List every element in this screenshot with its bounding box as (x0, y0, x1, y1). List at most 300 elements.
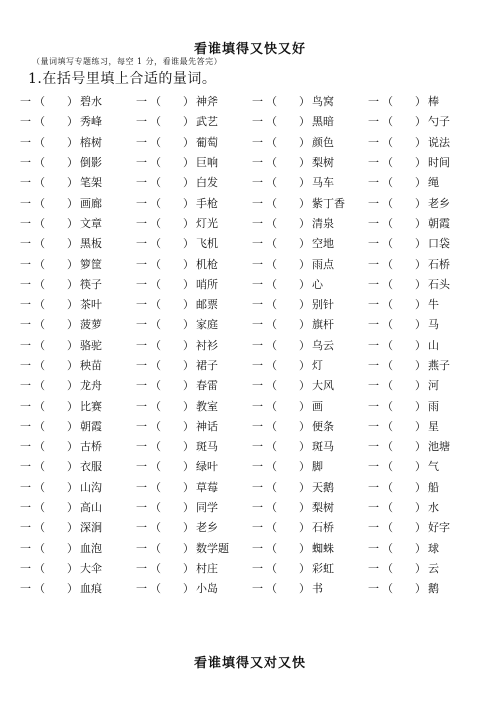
answer-blank[interactable]: （ ） (34, 95, 78, 109)
next-section-title: 看谁填得又对又快 (193, 656, 306, 671)
exercise-item (136, 416, 252, 436)
item-noun: 箩筐 (80, 257, 102, 271)
item-noun: 棒 (428, 95, 439, 109)
item-noun: 口袋 (428, 237, 450, 251)
exercise-item (20, 558, 136, 578)
exercise-item (20, 335, 136, 355)
exercise-grid (20, 91, 470, 598)
answer-blank[interactable]: （ ） (266, 460, 310, 474)
item-noun: 斑马 (196, 440, 218, 454)
item-noun: 清泉 (312, 216, 334, 230)
answer-blank[interactable]: （ ） (34, 318, 78, 332)
answer-blank[interactable]: （ ） (150, 561, 194, 575)
answer-blank[interactable]: （ ） (382, 196, 426, 210)
item-prefix: 一 (368, 521, 379, 535)
item-prefix: 一 (20, 521, 31, 535)
item-noun: 哨所 (196, 277, 218, 291)
answer-blank[interactable]: （ ） (150, 521, 194, 535)
item-prefix: 一 (20, 561, 31, 575)
answer-blank[interactable]: （ ） (150, 582, 194, 596)
item-noun: 脚 (312, 460, 323, 474)
answer-blank[interactable]: （ ） (382, 318, 426, 332)
answer-blank[interactable]: （ ） (34, 156, 78, 170)
answer-blank[interactable]: （ ） (34, 277, 78, 291)
answer-blank[interactable]: （ ） (34, 501, 78, 515)
exercise-item (252, 497, 368, 517)
answer-blank[interactable]: （ ） (382, 257, 426, 271)
item-noun: 颜色 (312, 135, 334, 149)
item-prefix: 一 (20, 460, 31, 474)
answer-blank[interactable]: （ ） (34, 196, 78, 210)
answer-blank[interactable]: （ ） (266, 156, 310, 170)
answer-blank[interactable]: （ ） (266, 338, 310, 352)
item-noun: 碧水 (80, 95, 102, 109)
item-noun: 龙舟 (80, 379, 102, 393)
answer-blank[interactable]: （ ） (266, 216, 310, 230)
answer-blank[interactable]: （ ） (382, 216, 426, 230)
item-noun: 梨树 (312, 501, 334, 515)
exercise-item (252, 91, 368, 111)
item-prefix: 一 (136, 541, 147, 555)
answer-blank[interactable]: （ ） (34, 582, 78, 596)
item-prefix: 一 (252, 561, 263, 575)
answer-blank[interactable]: （ ） (266, 135, 310, 149)
item-noun: 茶叶 (80, 298, 102, 312)
item-noun: 绿叶 (196, 460, 218, 474)
answer-blank[interactable]: （ ） (34, 399, 78, 413)
answer-blank[interactable]: （ ） (382, 541, 426, 555)
item-prefix: 一 (252, 216, 263, 230)
item-noun: 星 (428, 419, 439, 433)
answer-blank[interactable]: （ ） (382, 399, 426, 413)
instruction: 1.在括号里填上合适的量词。 (28, 71, 217, 87)
item-noun: 山 (428, 338, 439, 352)
exercise-item (368, 578, 470, 598)
answer-blank[interactable]: （ ） (150, 541, 194, 555)
item-prefix: 一 (252, 318, 263, 332)
exercise-item (368, 375, 470, 395)
exercise-item (368, 274, 470, 294)
answer-blank[interactable]: （ ） (266, 277, 310, 291)
item-noun: 衬衫 (196, 338, 218, 352)
answer-blank[interactable]: （ ） (382, 237, 426, 251)
answer-blank[interactable]: （ ） (382, 298, 426, 312)
item-noun: 鹅 (428, 582, 439, 596)
answer-blank[interactable]: （ ） (266, 501, 310, 515)
exercise-item (20, 274, 136, 294)
answer-blank[interactable]: （ ） (34, 338, 78, 352)
item-noun: 好字 (428, 521, 450, 535)
exercise-item (368, 213, 470, 233)
item-prefix: 一 (368, 318, 379, 332)
answer-blank[interactable]: （ ） (266, 379, 310, 393)
item-prefix: 一 (136, 257, 147, 271)
answer-blank[interactable]: （ ） (34, 460, 78, 474)
answer-blank[interactable]: （ ） (150, 257, 194, 271)
exercise-item (20, 314, 136, 334)
item-prefix: 一 (20, 115, 31, 129)
answer-blank[interactable]: （ ） (34, 135, 78, 149)
item-prefix: 一 (252, 501, 263, 515)
exercise-item (368, 517, 470, 537)
exercise-item (20, 294, 136, 314)
exercise-item (20, 416, 136, 436)
item-prefix: 一 (136, 216, 147, 230)
answer-blank[interactable]: （ ） (382, 521, 426, 535)
item-prefix: 一 (252, 521, 263, 535)
exercise-item (136, 111, 252, 131)
answer-blank[interactable]: （ ） (150, 440, 194, 454)
exercise-item (252, 132, 368, 152)
item-prefix: 一 (20, 95, 31, 109)
item-prefix: 一 (252, 338, 263, 352)
item-noun: 秀峰 (80, 115, 102, 129)
item-prefix: 一 (252, 399, 263, 413)
item-noun: 秧苗 (80, 359, 102, 372)
exercise-item (136, 517, 252, 537)
answer-blank[interactable]: （ ） (34, 216, 78, 230)
exercise-item (20, 538, 136, 558)
item-prefix: 一 (20, 419, 31, 433)
answer-blank[interactable]: （ ） (150, 156, 194, 170)
answer-blank[interactable]: （ ） (382, 338, 426, 352)
exercise-item (20, 395, 136, 415)
answer-blank[interactable]: （ ） (266, 318, 310, 332)
exercise-item (368, 355, 470, 375)
item-noun: 梨树 (312, 156, 334, 170)
answer-blank[interactable]: （ ） (382, 379, 426, 393)
item-noun: 绳 (428, 176, 439, 190)
item-prefix: 一 (368, 298, 379, 312)
exercise-item (252, 436, 368, 456)
item-prefix: 一 (136, 176, 147, 190)
item-noun: 球 (428, 541, 439, 555)
item-noun: 河 (428, 379, 439, 393)
answer-blank[interactable]: （ ） (266, 196, 310, 210)
answer-blank[interactable]: （ ） (266, 95, 310, 109)
answer-blank[interactable]: （ ） (150, 359, 194, 372)
item-prefix: 一 (368, 541, 379, 555)
item-noun: 邮票 (196, 298, 218, 312)
answer-blank[interactable]: （ ） (266, 480, 310, 494)
exercise-item (136, 274, 252, 294)
item-noun: 燕子 (428, 359, 450, 372)
exercise-item (136, 91, 252, 111)
item-prefix: 一 (368, 176, 379, 190)
item-noun: 雨 (428, 399, 439, 413)
answer-blank[interactable]: （ ） (266, 419, 310, 433)
answer-blank[interactable]: （ ） (34, 176, 78, 190)
exercise-item (368, 253, 470, 273)
item-noun: 榕树 (80, 135, 102, 149)
item-prefix: 一 (136, 338, 147, 352)
item-noun: 蜘蛛 (312, 541, 334, 555)
item-noun: 天鹅 (312, 480, 334, 494)
item-noun: 旗杆 (312, 318, 334, 332)
answer-blank[interactable]: （ ） (266, 257, 310, 271)
exercise-item (252, 456, 368, 476)
item-noun: 骆驼 (80, 338, 102, 352)
item-noun: 别针 (312, 298, 334, 312)
item-noun: 朝霞 (80, 419, 102, 433)
item-prefix: 一 (136, 460, 147, 474)
answer-blank[interactable]: （ ） (150, 95, 194, 109)
item-prefix: 一 (252, 176, 263, 190)
item-prefix: 一 (136, 582, 147, 596)
exercise-item (136, 132, 252, 152)
answer-blank[interactable]: （ ） (382, 277, 426, 291)
answer-blank[interactable]: （ ） (150, 216, 194, 230)
answer-blank[interactable]: （ ） (150, 298, 194, 312)
answer-blank[interactable]: （ ） (150, 501, 194, 515)
item-noun: 裙子 (196, 359, 218, 372)
answer-blank[interactable]: （ ） (382, 156, 426, 170)
item-prefix: 一 (368, 95, 379, 109)
answer-blank[interactable]: （ ） (382, 501, 426, 515)
exercise-item (136, 335, 252, 355)
answer-blank[interactable]: （ ） (266, 440, 310, 454)
item-noun: 菠萝 (80, 318, 102, 332)
item-noun: 灯 (312, 359, 323, 372)
item-prefix: 一 (368, 359, 379, 372)
item-noun: 彩虹 (312, 561, 334, 575)
answer-blank[interactable]: （ ） (150, 460, 194, 474)
exercise-item (20, 253, 136, 273)
item-noun: 说法 (428, 135, 450, 149)
answer-blank[interactable]: （ ） (382, 115, 426, 129)
exercise-item (136, 172, 252, 192)
answer-blank[interactable]: （ ） (34, 480, 78, 494)
item-noun: 同学 (196, 501, 218, 515)
exercise-item (252, 538, 368, 558)
answer-blank[interactable]: （ ） (150, 176, 194, 190)
item-prefix: 一 (368, 338, 379, 352)
exercise-item (252, 274, 368, 294)
item-noun: 数学题 (196, 541, 229, 555)
answer-blank[interactable]: （ ） (34, 115, 78, 129)
exercise-item (20, 497, 136, 517)
item-noun: 船 (428, 480, 439, 494)
item-noun: 春雷 (196, 379, 218, 393)
item-prefix: 一 (136, 298, 147, 312)
item-prefix: 一 (136, 480, 147, 494)
exercise-item (136, 456, 252, 476)
item-prefix: 一 (20, 541, 31, 555)
item-noun: 古桥 (80, 440, 102, 454)
exercise-item (252, 192, 368, 212)
item-prefix: 一 (20, 298, 31, 312)
answer-blank[interactable]: （ ） (382, 95, 426, 109)
item-prefix: 一 (368, 237, 379, 251)
exercise-item (252, 578, 368, 598)
exercise-item (252, 395, 368, 415)
item-prefix: 一 (20, 582, 31, 596)
exercise-item (368, 497, 470, 517)
exercise-item (20, 517, 136, 537)
item-prefix: 一 (136, 135, 147, 149)
answer-blank[interactable]: （ ） (34, 419, 78, 433)
item-noun: 筷子 (80, 277, 102, 291)
answer-blank[interactable]: （ ） (150, 277, 194, 291)
exercise-item (368, 558, 470, 578)
answer-blank[interactable]: （ ） (266, 399, 310, 413)
item-prefix: 一 (368, 480, 379, 494)
item-prefix: 一 (136, 318, 147, 332)
answer-blank[interactable]: （ ） (266, 359, 310, 372)
exercise-item (368, 152, 470, 172)
item-prefix: 一 (252, 440, 263, 454)
item-noun: 草莓 (196, 480, 218, 494)
answer-blank[interactable]: （ ） (382, 176, 426, 190)
item-noun: 手枪 (196, 196, 218, 210)
answer-blank[interactable]: （ ） (34, 298, 78, 312)
answer-blank[interactable]: （ ） (34, 237, 78, 251)
answer-blank[interactable]: （ ） (382, 359, 426, 372)
item-prefix: 一 (368, 399, 379, 413)
answer-blank[interactable]: （ ） (150, 480, 194, 494)
exercise-item (252, 253, 368, 273)
exercise-note: （量词填写专题练习，每空 1 分，看谁最先答完） (32, 57, 223, 66)
answer-blank[interactable]: （ ） (382, 135, 426, 149)
answer-blank[interactable]: （ ） (34, 440, 78, 454)
item-noun: 村庄 (196, 561, 218, 575)
exercise-item (20, 132, 136, 152)
answer-blank[interactable]: （ ） (266, 115, 310, 129)
answer-blank[interactable]: （ ） (150, 115, 194, 129)
item-noun: 血痕 (80, 582, 102, 596)
answer-blank[interactable]: （ ） (266, 541, 310, 555)
item-noun: 心 (312, 277, 323, 291)
exercise-item (252, 233, 368, 253)
item-noun: 乌云 (312, 338, 334, 352)
item-prefix: 一 (252, 115, 263, 129)
item-prefix: 一 (136, 561, 147, 575)
item-prefix: 一 (136, 379, 147, 393)
item-prefix: 一 (368, 460, 379, 474)
exercise-item (20, 91, 136, 111)
exercise-item (368, 233, 470, 253)
answer-blank[interactable]: （ ） (150, 338, 194, 352)
answer-blank[interactable]: （ ） (150, 318, 194, 332)
item-prefix: 一 (136, 399, 147, 413)
exercise-item (368, 477, 470, 497)
item-noun: 葡萄 (196, 135, 218, 149)
item-noun: 马车 (312, 176, 334, 190)
answer-blank[interactable]: （ ） (150, 419, 194, 433)
exercise-item (136, 253, 252, 273)
exercise-item (136, 314, 252, 334)
answer-blank[interactable]: （ ） (150, 135, 194, 149)
answer-blank[interactable]: （ ） (266, 237, 310, 251)
item-prefix: 一 (20, 156, 31, 170)
answer-blank[interactable]: （ ） (34, 379, 78, 393)
item-prefix: 一 (368, 277, 379, 291)
exercise-item (252, 111, 368, 131)
answer-blank[interactable]: （ ） (150, 237, 194, 251)
exercise-item (136, 152, 252, 172)
item-prefix: 一 (20, 440, 31, 454)
answer-blank[interactable]: （ ） (382, 480, 426, 494)
exercise-item (368, 456, 470, 476)
item-prefix: 一 (368, 257, 379, 271)
answer-blank[interactable]: （ ） (266, 176, 310, 190)
exercise-item (252, 294, 368, 314)
answer-blank[interactable]: （ ） (34, 359, 78, 372)
answer-blank[interactable]: （ ） (382, 582, 426, 596)
item-prefix: 一 (20, 237, 31, 251)
answer-blank[interactable]: （ ） (382, 419, 426, 433)
exercise-item (368, 538, 470, 558)
item-noun: 紫丁香 (312, 196, 345, 210)
answer-blank[interactable]: （ ） (266, 298, 310, 312)
exercise-item (252, 375, 368, 395)
exercise-item (368, 111, 470, 131)
answer-blank[interactable]: （ ） (382, 561, 426, 575)
exercise-item (252, 558, 368, 578)
answer-blank[interactable]: （ ） (382, 460, 426, 474)
item-prefix: 一 (252, 237, 263, 251)
item-prefix: 一 (136, 95, 147, 109)
exercise-item (20, 375, 136, 395)
exercise-item (252, 477, 368, 497)
item-prefix: 一 (20, 501, 31, 515)
exercise-item (368, 436, 470, 456)
answer-blank[interactable]: （ ） (266, 521, 310, 535)
item-prefix: 一 (252, 156, 263, 170)
answer-blank[interactable]: （ ） (266, 561, 310, 575)
item-prefix: 一 (252, 460, 263, 474)
item-prefix: 一 (252, 379, 263, 393)
item-noun: 云 (428, 561, 439, 575)
answer-blank[interactable]: （ ） (150, 379, 194, 393)
answer-blank[interactable]: （ ） (150, 399, 194, 413)
item-noun: 石桥 (428, 257, 450, 271)
exercise-item (20, 111, 136, 131)
item-prefix: 一 (252, 277, 263, 291)
item-prefix: 一 (368, 156, 379, 170)
exercise-item (136, 538, 252, 558)
answer-blank[interactable]: （ ） (266, 582, 310, 596)
item-noun: 老乡 (196, 521, 218, 535)
item-prefix: 一 (20, 359, 31, 372)
item-noun: 空地 (312, 237, 334, 251)
item-noun: 便条 (312, 419, 334, 433)
answer-blank[interactable]: （ ） (34, 257, 78, 271)
item-noun: 白发 (196, 176, 218, 190)
answer-blank[interactable]: （ ） (150, 196, 194, 210)
item-prefix: 一 (368, 115, 379, 129)
item-prefix: 一 (252, 95, 263, 109)
item-noun: 大伞 (80, 561, 102, 575)
answer-blank[interactable]: （ ） (34, 541, 78, 555)
exercise-item (136, 497, 252, 517)
item-prefix: 一 (136, 277, 147, 291)
item-prefix: 一 (136, 501, 147, 515)
item-prefix: 一 (252, 298, 263, 312)
page-title: 看谁填得又快又好 (193, 42, 306, 57)
exercise-item (20, 578, 136, 598)
item-prefix: 一 (368, 379, 379, 393)
item-noun: 武艺 (196, 115, 218, 129)
item-noun: 雨点 (312, 257, 334, 271)
item-noun: 石桥 (312, 521, 334, 535)
answer-blank[interactable]: （ ） (34, 521, 78, 535)
item-noun: 朝霞 (428, 216, 450, 230)
answer-blank[interactable]: （ ） (34, 561, 78, 575)
item-noun: 倒影 (80, 156, 102, 170)
item-prefix: 一 (136, 440, 147, 454)
answer-blank[interactable]: （ ） (382, 440, 426, 454)
